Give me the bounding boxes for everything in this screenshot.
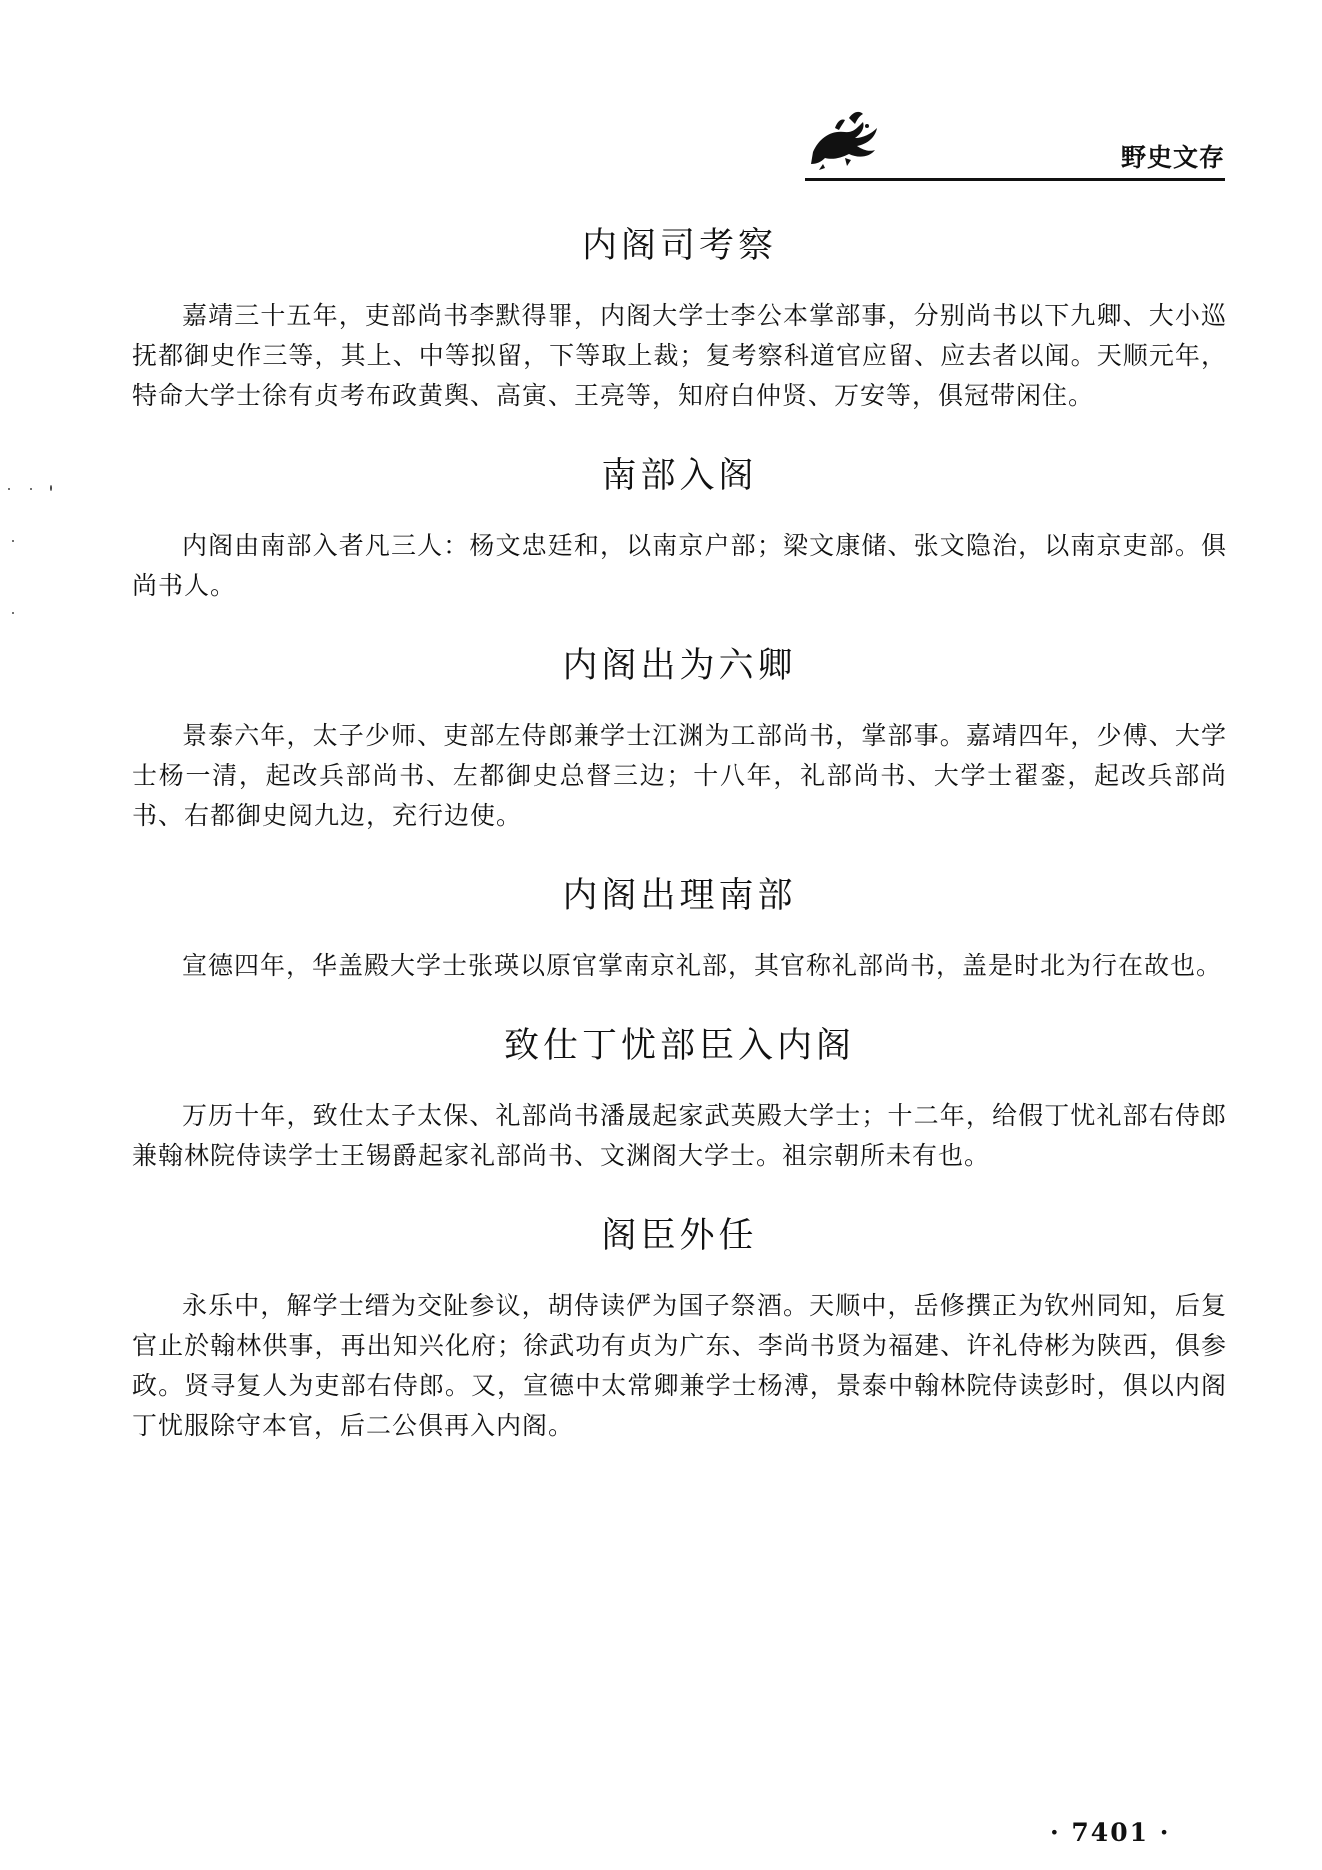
section-paragraph: 景泰六年，太子少师、吏部左侍郎兼学士江渊为工部尚书，掌部事。嘉靖四年，少傅、大学士杨一清，起改兵部尚书、左都御史总督三边；十八年，礼部尚书、大学士翟銮，起改兵部尚书、右都御史阅九边，充行边使。	[132, 721, 1227, 830]
running-header-title: 野史文存	[1120, 143, 1225, 172]
scan-speck	[12, 612, 14, 614]
section-paragraph: 嘉靖三十五年，吏部尚书李默得罪，内阁大学士李公本掌部事，分别尚书以下九卿、大小巡抚都御史作三等，其上、中等拟留，下等取上裁；复考察科道官应留、应去者以闻。天顺元年，特命大学士徐有贞考布政黄舆、高寅、王亮等，知府白仲贤、万安等，俱冠带闲住。	[132, 301, 1227, 410]
section-title: 内阁出理南部	[562, 876, 797, 916]
section-paragraph: 宣德四年，华盖殿大学士张瑛以原官掌南京礼部，其官称礼部尚书，盖是时北为行在故也。	[182, 951, 1223, 980]
section-title: 致仕丁忧部臣入内阁	[503, 1026, 855, 1066]
section	[132, 222, 1227, 416]
section	[132, 642, 1227, 836]
section-paragraph: 永乐中，解学士缙为交阯参议，胡侍读俨为国子祭酒。天顺中，岳修撰正为钦州同知，后复官止於翰林供事，再出知兴化府；徐武功有贞为广东、李尚书贤为福建、许礼侍彬为陕西，俱参政。贤寻复人为吏部右侍郎。又，宣德中太常卿兼学士杨溥，景泰中翰林院侍读彭时，俱以内阁丁忧服除守本官，后二公俱再入内阁。	[132, 1291, 1227, 1440]
section	[132, 872, 1227, 986]
header-rule	[805, 178, 1225, 181]
page-number: · 7401 ·	[1050, 1818, 1171, 1847]
scan-speck	[8, 488, 10, 490]
document-body	[132, 222, 1227, 1482]
section-paragraph: 内阁由南部入者凡三人：杨文忠廷和，以南京户部；梁文康储、张文隐治，以南京吏部。俱尚书人。	[132, 531, 1227, 600]
section	[132, 452, 1227, 606]
section-title: 内阁出为六卿	[562, 646, 797, 686]
section-title: 内阁司考察	[581, 226, 777, 266]
section	[132, 1022, 1227, 1176]
scan-speck	[50, 485, 52, 491]
section-title: 阁臣外任	[601, 1216, 758, 1256]
scan-speck	[30, 488, 32, 490]
section-paragraph: 万历十年，致仕太子太保、礼部尚书潘晟起家武英殿大学士；十二年，给假丁忧礼部右侍郎兼翰林院侍读学士王锡爵起家礼部尚书、文渊阁大学士。祖宗朝所未有也。	[132, 1101, 1227, 1170]
section-title: 南部入阁	[601, 456, 758, 496]
section	[132, 1212, 1227, 1446]
scan-speck	[12, 540, 14, 542]
running-header	[805, 108, 1225, 184]
dragon-emblem-icon	[805, 108, 885, 170]
